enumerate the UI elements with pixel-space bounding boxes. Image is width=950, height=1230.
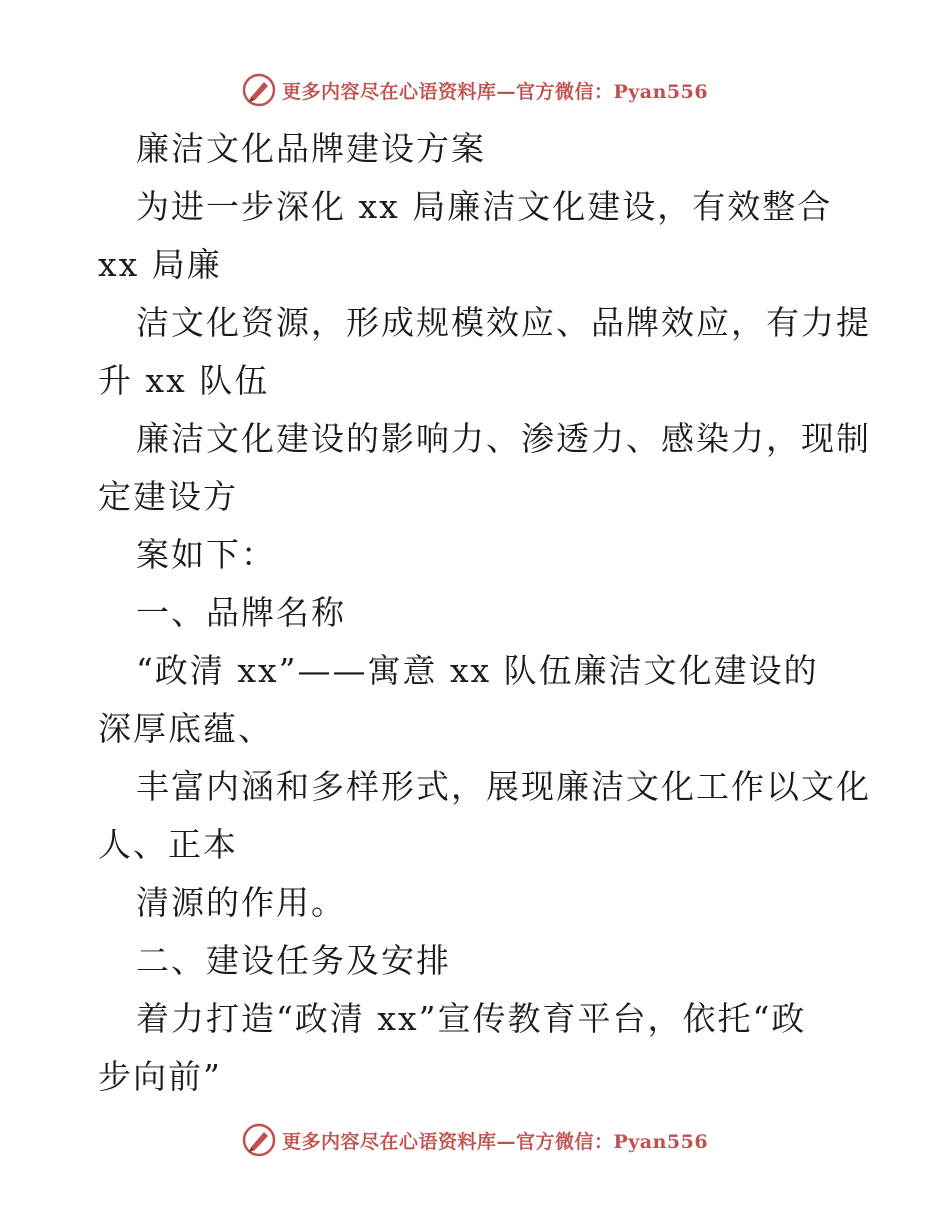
header-watermark — [0, 70, 950, 110]
text-line: 二、建设任务及安排 — [136, 941, 451, 980]
text-line: 人、正本 — [98, 825, 238, 864]
text-line: 廉洁文化建设的影响力、渗透力、感染力，现制 — [136, 419, 871, 458]
text-line: 深厚底蕴、 — [98, 709, 273, 748]
text-line: 丰富内涵和多样形式，展现廉洁文化工作以文化 — [136, 767, 871, 806]
text-line: 为进一步深化 xx 局廉洁文化建设，有效整合 — [136, 187, 833, 226]
text-line: 着力打造“政清 xx”宣传教育平台，依托“政 — [136, 999, 807, 1038]
pen-logo-icon — [242, 1123, 276, 1157]
text-line: 升 xx 队伍 — [98, 361, 270, 400]
text-line: 洁文化资源，形成规模效应、品牌效应，有力提 — [136, 303, 871, 342]
watermark-text: 更多内容尽在心语资料库—官方微信：Pyan556 — [281, 1130, 709, 1153]
text-line: 步向前” — [98, 1057, 222, 1096]
text-line: 定建设方 — [98, 477, 238, 516]
text-line: xx 局廉 — [98, 245, 222, 284]
watermark-text: 更多内容尽在心语资料库—官方微信：Pyan556 — [281, 80, 709, 103]
text-line: 案如下： — [136, 535, 276, 574]
text-line: 廉洁文化品牌建设方案 — [136, 129, 486, 168]
document-body — [98, 120, 871, 1106]
text-line: 清源的作用。 — [136, 883, 346, 922]
pen-logo-icon — [242, 73, 276, 107]
text-line: 一、品牌名称 — [136, 593, 346, 632]
text-line: “政清 xx”——寓意 xx 队伍廉洁文化建设的 — [136, 651, 819, 690]
footer-watermark — [0, 1120, 950, 1160]
